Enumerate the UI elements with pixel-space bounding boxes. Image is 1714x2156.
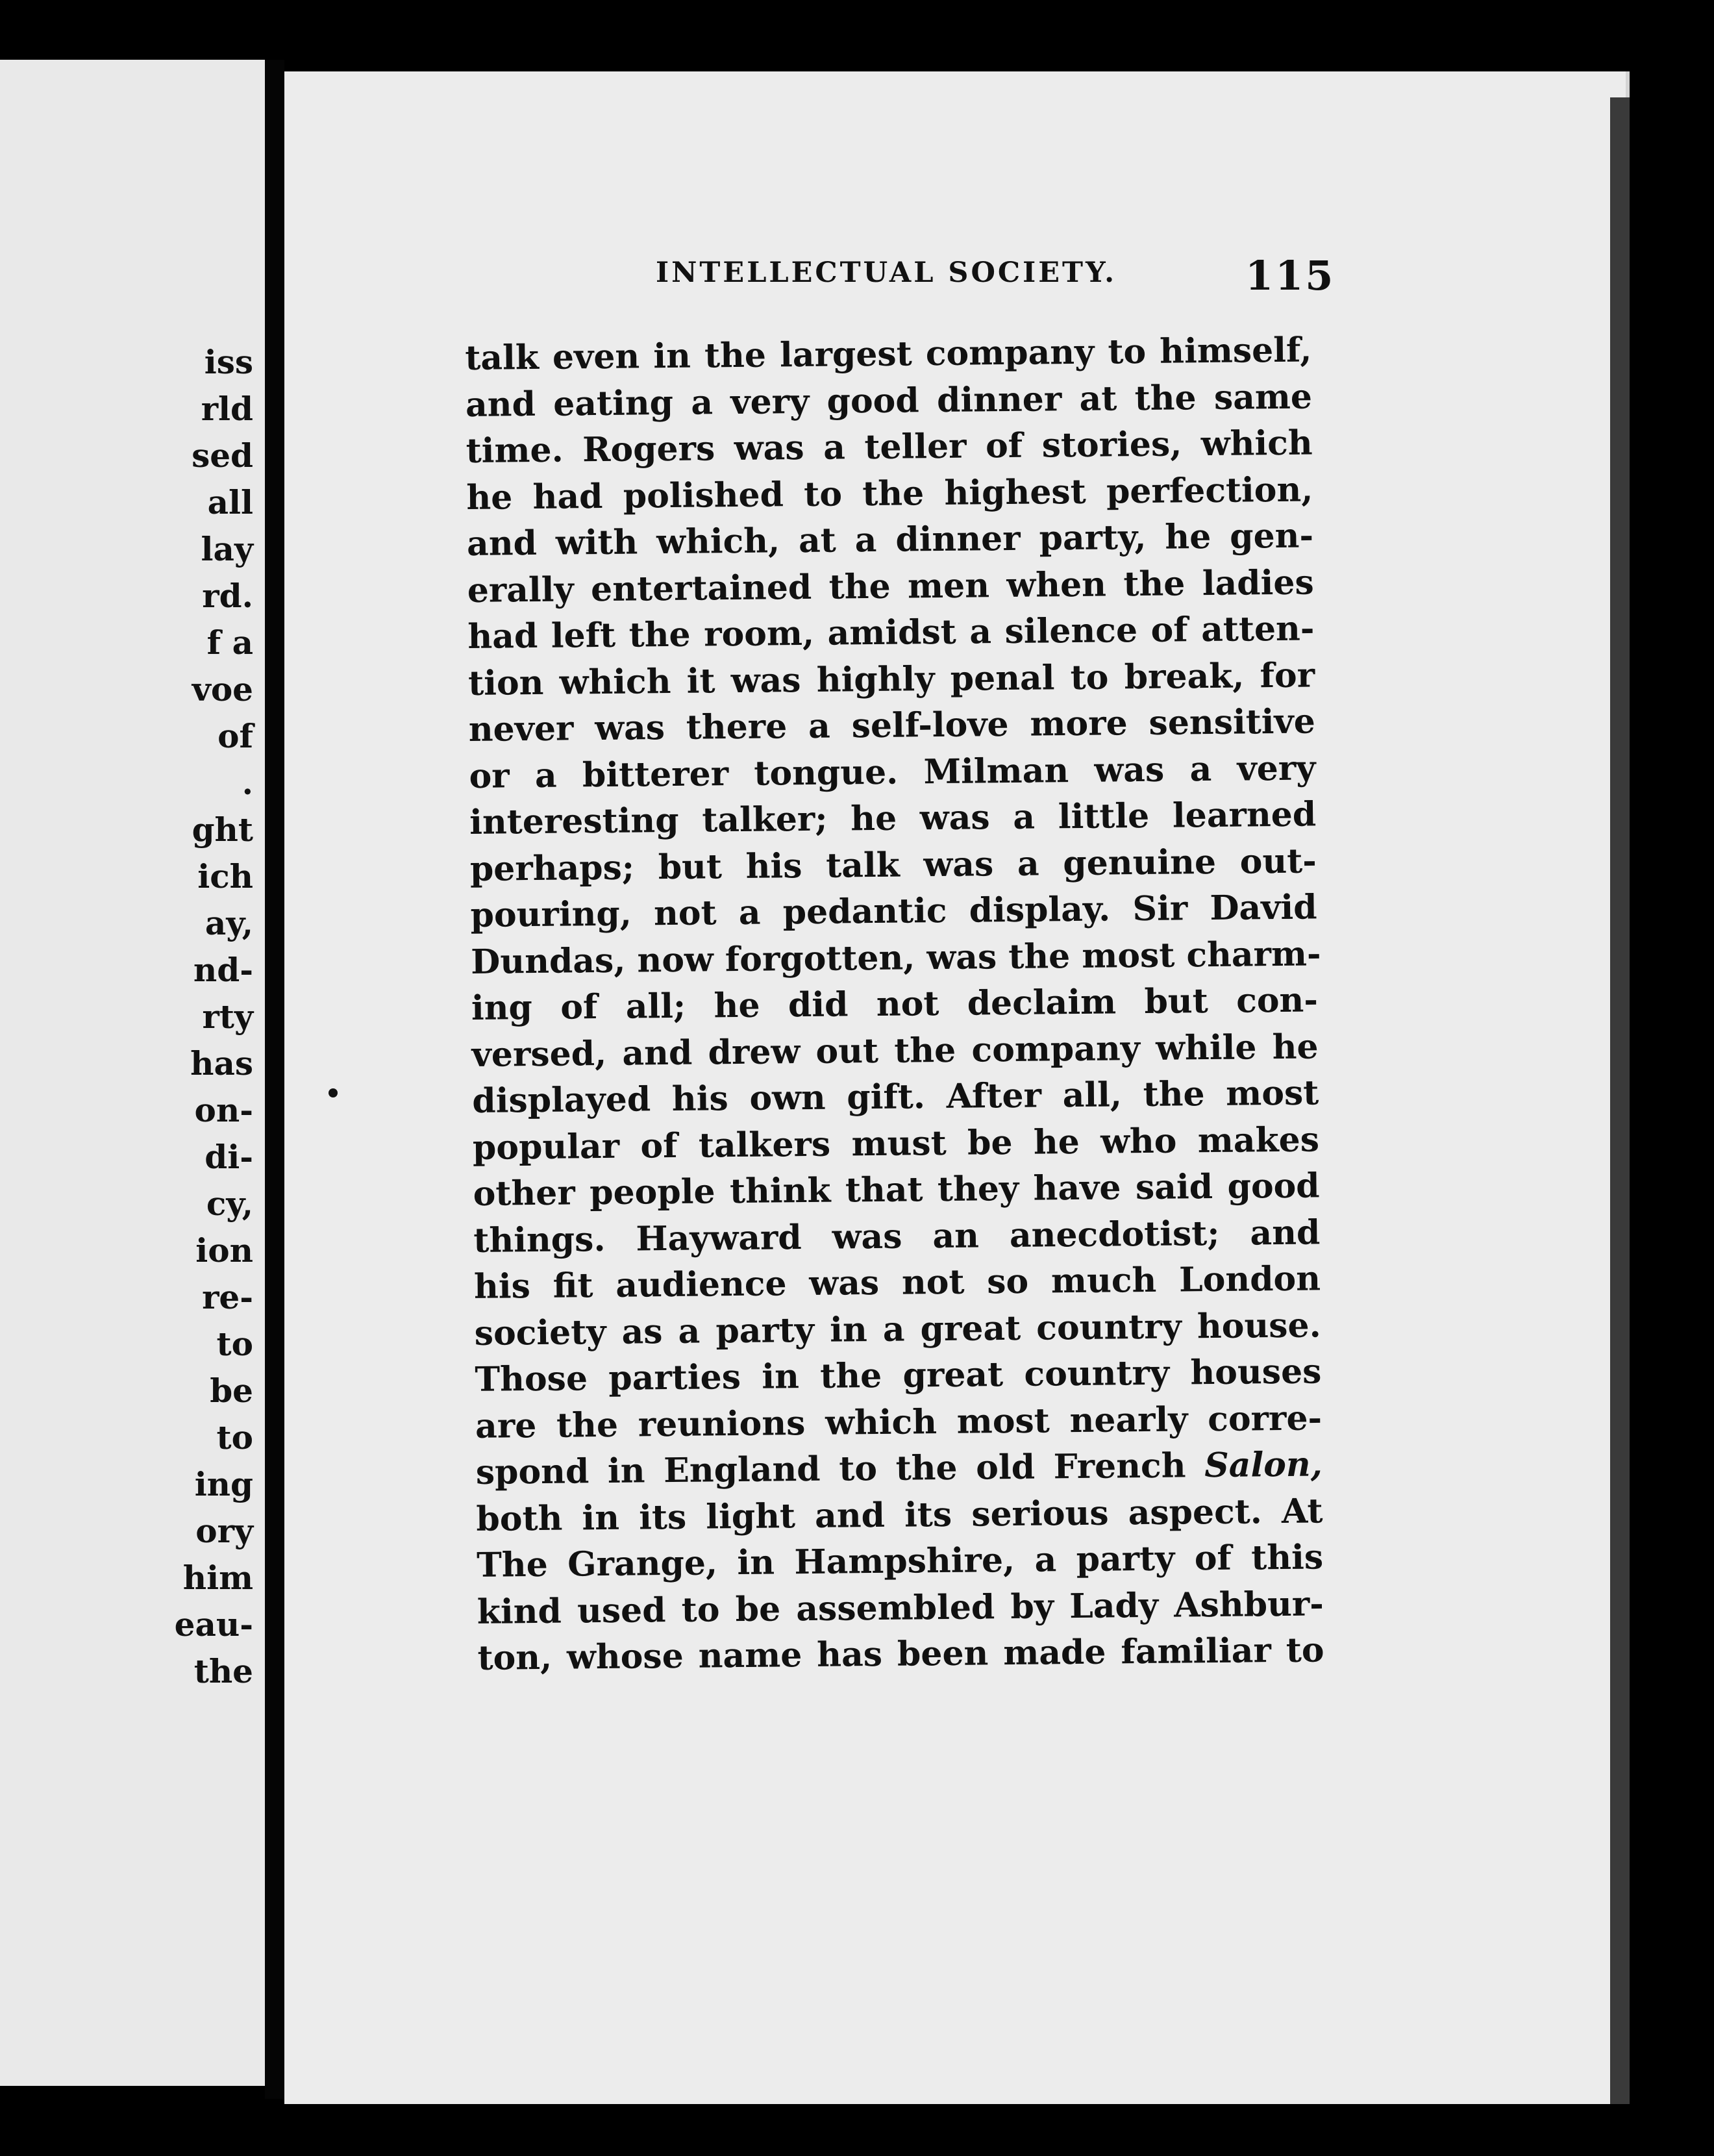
left-page-line-fragment: him [182, 1559, 253, 1597]
left-page-line-fragment: rd. [202, 577, 253, 615]
left-page-line-fragment: on- [194, 1091, 253, 1129]
text-line: erally entertained the men when the ladies [467, 562, 1315, 610]
left-page-line-fragment: all [207, 483, 253, 521]
page-number: 115 [1245, 252, 1335, 299]
text-line: perhaps; but his talk was a genuine out- [469, 840, 1317, 889]
text-line: had left the room, amidst a silence of atten- [467, 608, 1315, 657]
text-line: time. Rogers was a teller of stories, which [466, 423, 1313, 471]
text-line: tion which it was highly penal to break, for [467, 655, 1315, 703]
text-line: interesting talker; he was a little learned [469, 794, 1317, 842]
left-page-line-fragment: eau- [174, 1605, 253, 1644]
left-page-line-fragment: has [190, 1044, 253, 1083]
left-page-line-fragment: f a [206, 623, 253, 662]
text-line: ton, whose name has been made familiar to [477, 1630, 1324, 1678]
text-line: he had polished to the highest perfection, [466, 469, 1313, 518]
left-page-line-fragment: nd- [193, 951, 253, 989]
stray-mark [329, 1088, 338, 1097]
text-line: never was there a self-love more sensitive [468, 701, 1316, 749]
left-page-line-fragment: ay, [205, 904, 253, 942]
left-page-line-fragment: ich [197, 857, 253, 896]
left-page-line-fragment: be [210, 1372, 253, 1410]
text-line: pouring, not a pedantic display. Sir David [470, 887, 1317, 935]
text-line: and eating a very good dinner at the same [465, 376, 1313, 425]
left-page-line-fragment: of [217, 717, 253, 755]
text-line: talk even in the largest company to himself, [465, 330, 1312, 378]
text-line: popular of talkers must be he who makes [472, 1119, 1320, 1168]
text-line: The Grange, in Hampshire, a party of this [476, 1537, 1324, 1585]
left-page-line-fragment: the [193, 1652, 253, 1690]
text-line: things. Hayward was an anecdotist; and [473, 1212, 1321, 1260]
text-line-content: spond in England to the old French [475, 1446, 1205, 1492]
left-page-line-fragment: di- [205, 1138, 253, 1176]
left-page-line-fragment: re- [202, 1278, 253, 1316]
text-line: displayed his own gift. After all, the most [472, 1073, 1319, 1121]
left-page-line-fragment: to [216, 1418, 253, 1457]
text-line: or a bitterer tongue. Milman was a very [469, 747, 1316, 796]
body-text [465, 327, 1324, 1681]
left-page-line-fragment: voe [192, 670, 253, 708]
left-page-line-fragment: ion [195, 1231, 253, 1270]
left-page-text-fragments [175, 339, 253, 1695]
text-line: and with which, at a dinner party, he gen- [466, 516, 1314, 564]
left-page-line-fragment: to [216, 1325, 253, 1363]
text-line: both in its light and its serious aspect. At [476, 1490, 1323, 1539]
page-edge [1610, 97, 1630, 2104]
text-line: his fit audience was not so much London [473, 1259, 1321, 1307]
text-line: society as a party in a great country house. [474, 1305, 1321, 1353]
text-line: kind used to be assembled by Lady Ashbur- [477, 1583, 1324, 1632]
running-head: INTELLECTUAL SOCIETY. [656, 257, 1117, 289]
book-gutter [265, 60, 284, 2099]
text-line: versed, and drew out the company while he [471, 1026, 1319, 1075]
left-page-line-fragment: lay [201, 530, 253, 568]
left-page-line-fragment: . [242, 764, 253, 802]
text-line: ing of all; he did not declaim but con- [471, 980, 1319, 1028]
left-page-line-fragment: rld [201, 390, 253, 428]
left-page-line-fragment: rty [202, 997, 253, 1036]
left-page-line-fragment: cy, [206, 1185, 253, 1223]
text-line: other people think that they have said good [473, 1166, 1320, 1214]
text-line [475, 1441, 1323, 1496]
left-page-line-fragment: ing [194, 1465, 253, 1503]
left-page-line-fragment: ght [192, 810, 253, 849]
left-page [0, 60, 267, 2086]
left-page-line-fragment: ory [195, 1512, 253, 1550]
text-line: Those parties in the great country houses [475, 1351, 1322, 1399]
left-page-line-fragment: iss [204, 343, 253, 381]
italic-word: Salon, [1204, 1444, 1323, 1486]
text-line: Dundas, now forgotten, was the most charm- [470, 933, 1321, 982]
text-line: are the reunions which most nearly corre- [475, 1398, 1323, 1446]
left-page-line-fragment: sed [192, 436, 253, 475]
